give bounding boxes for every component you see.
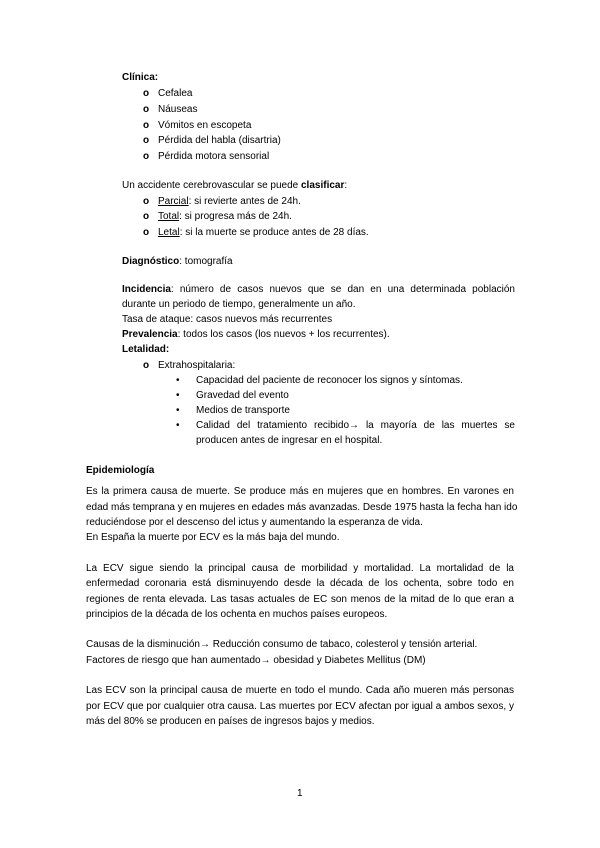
paragraph-line: Factores de riesgo que han aumentado→ obesidad y Diabetes Mellitus (DM) — [86, 655, 426, 666]
list-marker: o — [143, 360, 150, 371]
list-item: Total: si progresa más de 24h. — [158, 211, 292, 222]
list-marker: o — [143, 196, 150, 207]
page-number: 1 — [297, 788, 303, 799]
paragraph-line: más del 80% se producen en países de ingresos bajos y medios. — [86, 716, 375, 727]
bullet-marker: • — [176, 390, 180, 401]
bullet-marker: • — [176, 405, 180, 416]
list-marker: o — [143, 227, 150, 238]
paragraph-line: enfermedad coronaria está disminuyendo desde la década de los ochenta, sobre todo en — [86, 578, 514, 589]
list-marker: o — [143, 211, 150, 222]
list-item: Parcial: si revierte antes de 24h. — [158, 196, 301, 207]
letalidad-heading: Letalidad: — [122, 344, 170, 355]
list-item: Gravedad del evento — [196, 390, 289, 401]
incidencia-line-2: durante un periodo de tiempo, generalmente un año. — [122, 299, 356, 310]
list-item: Pérdida del habla (disartria) — [158, 135, 281, 146]
paragraph-line: principios de la década de los ochenta en muchos países europeos. — [86, 609, 388, 620]
incidencia-line-1: Incidencia: número de casos nuevos que se dan en una determinada población — [122, 284, 515, 295]
prevalencia-line: Prevalencia: todos los casos (los nuevos + los recurrentes). — [122, 329, 390, 340]
paragraph-line: regiones de renta elevada. Las tasas actuales de EC son menos de la mitad de lo que eran a — [86, 594, 514, 605]
paragraph-line: La ECV sigue siendo la principal causa de morbilidad y mortalidad. La mortalidad de la — [86, 563, 514, 574]
epidemiologia-heading: Epidemiología — [86, 465, 155, 476]
bullet-marker: • — [176, 420, 180, 431]
list-item: Medios de transporte — [196, 405, 290, 416]
bullet-marker: • — [176, 375, 180, 386]
list-item: Letal: si la muerte se produce antes de 28 días. — [158, 227, 369, 238]
paragraph-line: En España la muerte por ECV es la más baja del mundo. — [86, 532, 340, 543]
list-item: Pérdida motora sensorial — [158, 151, 270, 162]
clinica-heading: Clínica: — [122, 72, 159, 83]
list-marker: o — [143, 135, 150, 146]
paragraph-line: Las ECV son la principal causa de muerte en todo el mundo. Cada año mueren más personas — [86, 685, 514, 696]
paragraph-line: reduciéndose por el descenso del ictus y aumentando la esperanza de vida. — [86, 517, 423, 528]
paragraph-line: Es la primera causa de muerte. Se produce más en mujeres que en hombres. En varones en — [86, 486, 514, 497]
clasificar-intro: Un accidente cerebrovascular se puede clasificar: — [122, 180, 348, 191]
paragraph-line: edad más temprana y en mujeres en edades más avanzadas. Desde 1975 hasta la fecha han ido — [86, 502, 518, 513]
list-item: Náuseas — [158, 104, 198, 115]
extrahospitalaria-item: Extrahospitalaria: — [158, 360, 236, 371]
diagnostico-line: Diagnóstico: tomografía — [122, 256, 233, 267]
tasa-ataque-line: Tasa de ataque: casos nuevos más recurrentes — [122, 314, 333, 325]
list-marker: o — [143, 151, 150, 162]
list-marker: o — [143, 104, 150, 115]
list-marker: o — [143, 120, 150, 131]
list-item-continuation: producen antes de ingresar en el hospital. — [196, 435, 383, 446]
list-item: Capacidad del paciente de reconocer los signos y síntomas. — [196, 375, 463, 386]
list-item: Vómitos en escopeta — [158, 120, 252, 131]
list-item: Calidad del tratamiento recibido→ la mayoría de las muertes se — [196, 420, 515, 431]
paragraph-line: por ECV que por cualquier otra causa. Las muertes por ECV afectan por igual a ambos sexos, y — [86, 701, 514, 712]
paragraph-line: Causas de la disminución→ Reducción consumo de tabaco, colesterol y tensión arterial. — [86, 639, 478, 650]
list-marker: o — [143, 88, 150, 99]
list-item: Cefalea — [158, 88, 193, 99]
